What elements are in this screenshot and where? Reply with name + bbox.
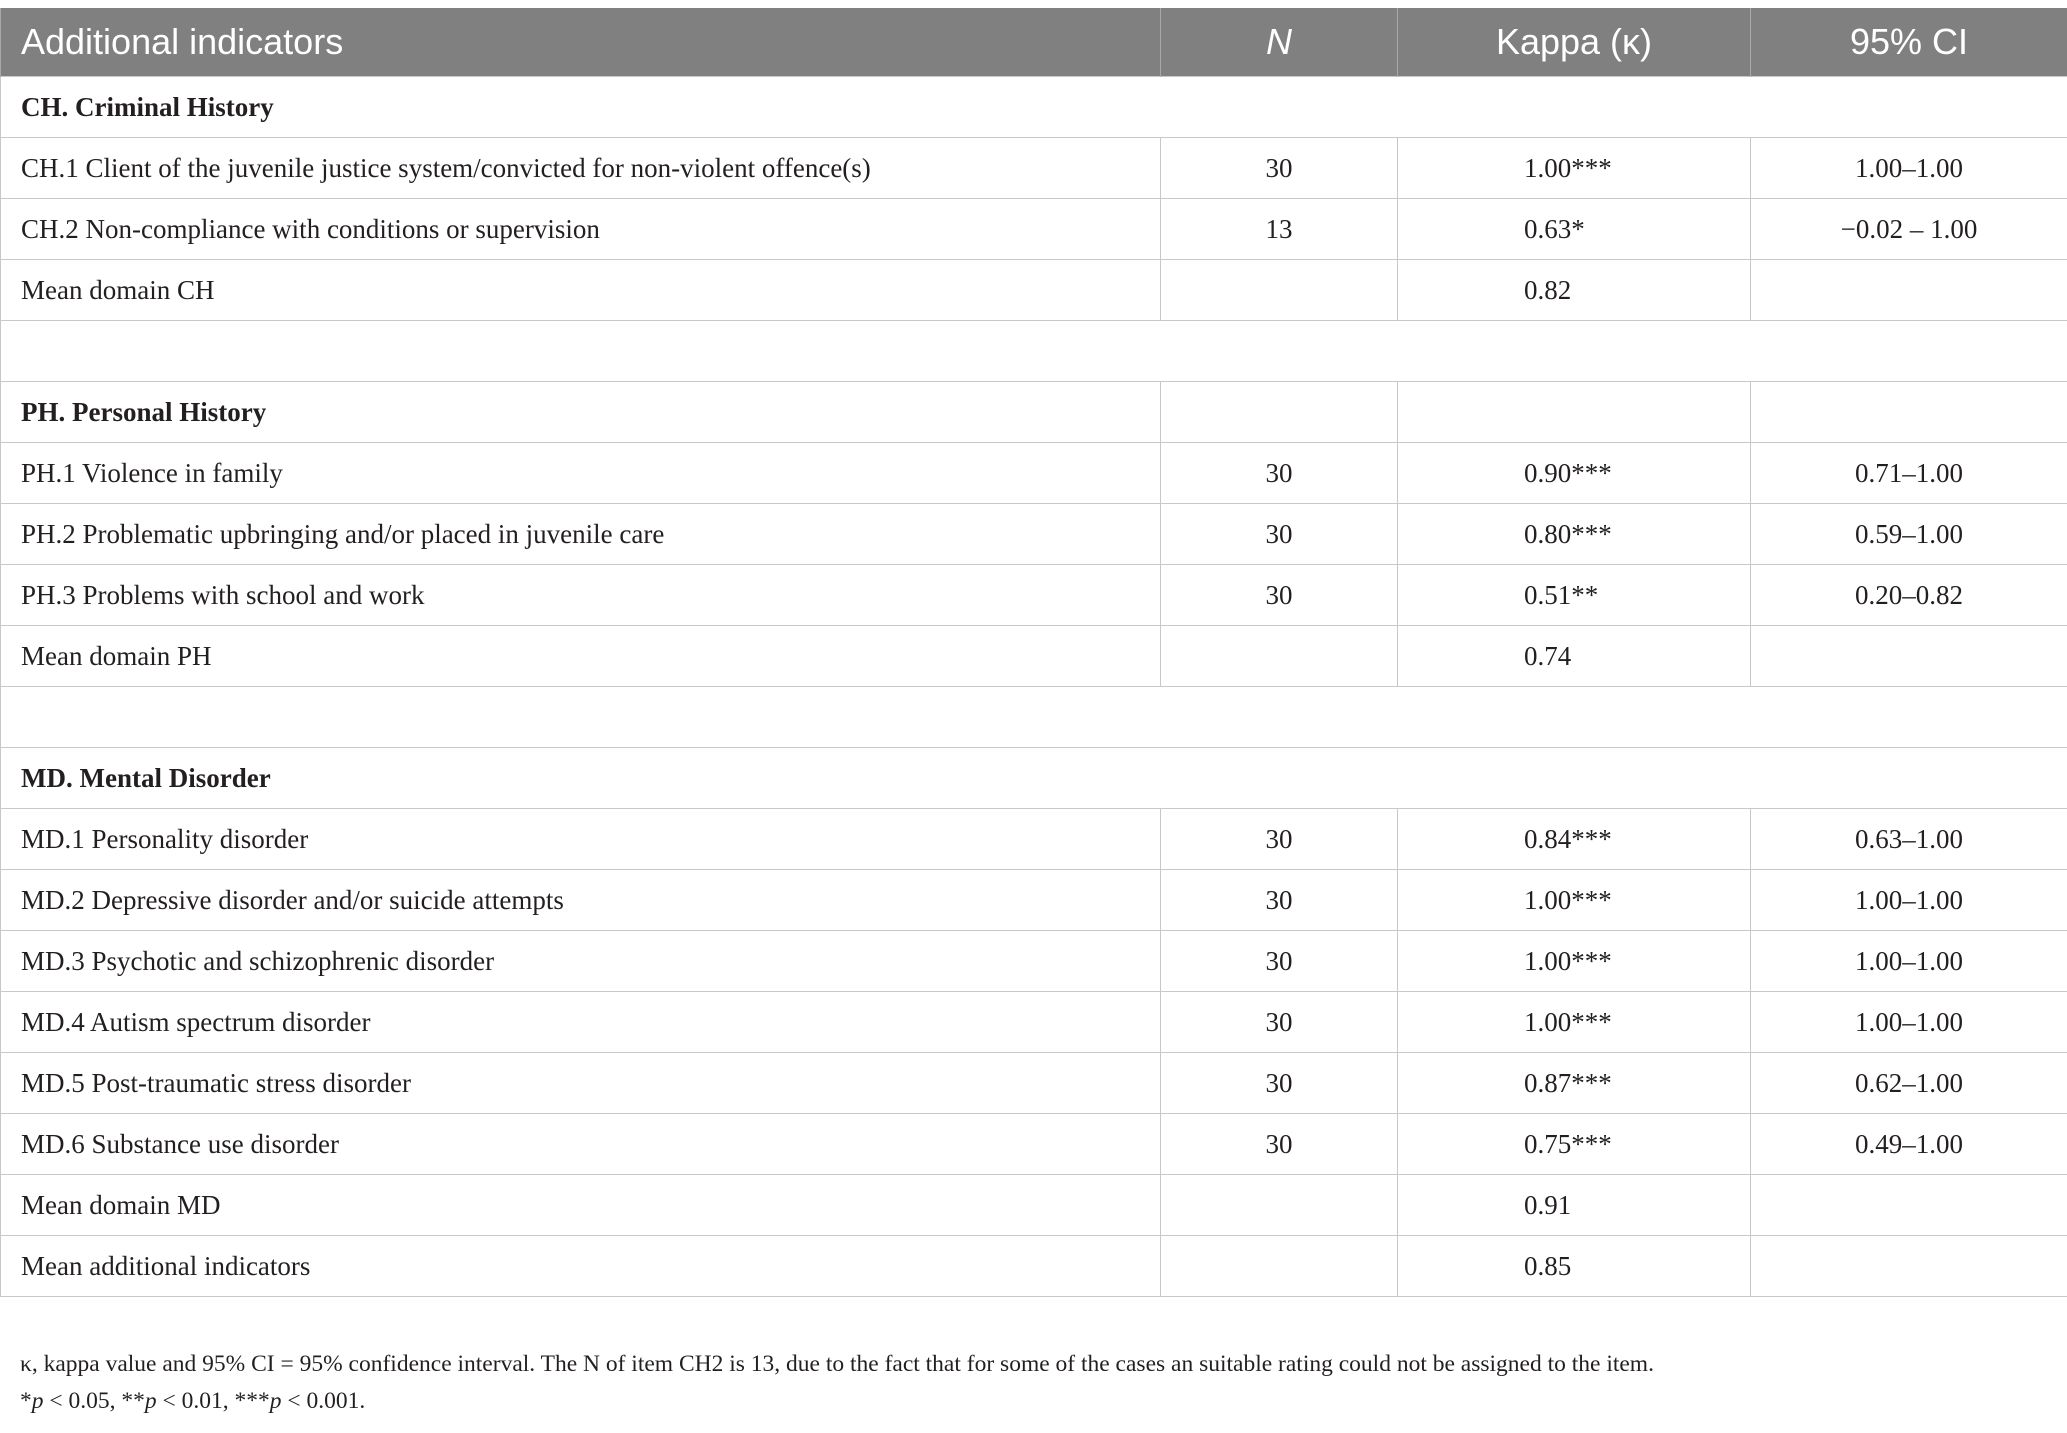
kappa-cell: 0.82 bbox=[1398, 260, 1751, 321]
footnote-p2-rest: < 0.01, bbox=[156, 1388, 235, 1414]
ci-cell bbox=[1751, 1236, 2067, 1297]
section-row bbox=[1, 77, 2067, 138]
indicator-label: PH.1 Violence in family bbox=[1, 443, 1161, 504]
kappa-cell bbox=[1398, 382, 1751, 443]
n-cell: 13 bbox=[1161, 199, 1398, 260]
ci-cell: −0.02 – 1.00 bbox=[1751, 199, 2067, 260]
footnote-line-1: κ, kappa value and 95% CI = 95% confidence interval. The N of item CH2 is 13, due to the fact that for some of the cases an suitable rating could not be assigned to the item. bbox=[20, 1351, 1654, 1377]
n-cell bbox=[1161, 382, 1398, 443]
table-row bbox=[1, 565, 2067, 626]
kappa-cell: 0.84*** bbox=[1398, 809, 1751, 870]
kappa-cell: 1.00*** bbox=[1398, 931, 1751, 992]
kappa-cell: 0.74 bbox=[1398, 626, 1751, 687]
footnote-p3-stars: *** bbox=[234, 1388, 270, 1414]
indicator-label: CH.1 Client of the juvenile justice system/convicted for non-violent offence(s) bbox=[1, 138, 1161, 199]
kappa-cell: 0.90*** bbox=[1398, 443, 1751, 504]
kappa-cell: 1.00*** bbox=[1398, 138, 1751, 199]
indicator-label: MD.2 Depressive disorder and/or suicide attempts bbox=[1, 870, 1161, 931]
footnote-p1-p: p bbox=[31, 1388, 44, 1414]
indicator-label: MD.5 Post-traumatic stress disorder bbox=[1, 1053, 1161, 1114]
footnote-p3-p: p bbox=[269, 1388, 282, 1414]
ci-cell: 0.59–1.00 bbox=[1751, 504, 2067, 565]
indicator-label: MD.1 Personality disorder bbox=[1, 809, 1161, 870]
n-cell: 30 bbox=[1161, 565, 1398, 626]
table-container bbox=[0, 8, 2067, 1297]
indicator-label: PH.2 Problematic upbringing and/or placed in juvenile care bbox=[1, 504, 1161, 565]
ci-cell: 1.00–1.00 bbox=[1751, 138, 2067, 199]
n-cell bbox=[1161, 1236, 1398, 1297]
indicator-label: MD.6 Substance use disorder bbox=[1, 1114, 1161, 1175]
indicator-label: MD.3 Psychotic and schizophrenic disorder bbox=[1, 931, 1161, 992]
ci-cell: 0.71–1.00 bbox=[1751, 443, 2067, 504]
kappa-cell: 0.87*** bbox=[1398, 1053, 1751, 1114]
spacer-cell bbox=[1, 687, 2067, 748]
ci-cell: 0.20–0.82 bbox=[1751, 565, 2067, 626]
n-cell: 30 bbox=[1161, 931, 1398, 992]
section-row bbox=[1, 382, 2067, 443]
n-cell: 30 bbox=[1161, 443, 1398, 504]
kappa-cell: 1.00*** bbox=[1398, 992, 1751, 1053]
table-row bbox=[1, 931, 2067, 992]
n-cell: 30 bbox=[1161, 870, 1398, 931]
spacer-row bbox=[1, 321, 2067, 382]
footnote-p3-rest: < 0.001. bbox=[281, 1388, 366, 1414]
footnote-p2-p: p bbox=[144, 1388, 157, 1414]
section-heading: MD. Mental Disorder bbox=[1, 748, 2067, 809]
indicator-label: PH.3 Problems with school and work bbox=[1, 565, 1161, 626]
n-cell bbox=[1161, 1175, 1398, 1236]
table-row bbox=[1, 138, 2067, 199]
header-n: N bbox=[1161, 8, 1398, 77]
ci-cell: 1.00–1.00 bbox=[1751, 992, 2067, 1053]
indicator-label: CH.2 Non-compliance with conditions or supervision bbox=[1, 199, 1161, 260]
spacer-cell bbox=[1, 321, 2067, 382]
n-cell: 30 bbox=[1161, 992, 1398, 1053]
kappa-cell: 1.00*** bbox=[1398, 870, 1751, 931]
kappa-cell: 0.63* bbox=[1398, 199, 1751, 260]
mean-row bbox=[1, 1236, 2067, 1297]
ci-cell bbox=[1751, 382, 2067, 443]
header-kappa: Kappa (κ) bbox=[1398, 8, 1751, 77]
footnote-p2-stars: ** bbox=[121, 1388, 145, 1414]
table-row bbox=[1, 199, 2067, 260]
ci-cell: 0.63–1.00 bbox=[1751, 809, 2067, 870]
header-ci: 95% CI bbox=[1751, 8, 2067, 77]
section-heading: PH. Personal History bbox=[1, 382, 1161, 443]
footnote-p1-stars: * bbox=[20, 1388, 32, 1414]
table-body bbox=[1, 77, 2067, 1297]
ci-cell bbox=[1751, 626, 2067, 687]
ci-cell: 0.62–1.00 bbox=[1751, 1053, 2067, 1114]
ci-cell: 1.00–1.00 bbox=[1751, 931, 2067, 992]
n-cell: 30 bbox=[1161, 1053, 1398, 1114]
indicator-label: Mean domain PH bbox=[1, 626, 1161, 687]
n-cell: 30 bbox=[1161, 138, 1398, 199]
indicator-label: Mean domain MD bbox=[1, 1175, 1161, 1236]
footnote-line-2 bbox=[20, 1383, 2050, 1420]
mean-row bbox=[1, 1175, 2067, 1236]
table-row bbox=[1, 1053, 2067, 1114]
footnote-p1-rest: < 0.05, bbox=[43, 1388, 122, 1414]
indicator-label: Mean additional indicators bbox=[1, 1236, 1161, 1297]
kappa-cell: 0.51** bbox=[1398, 565, 1751, 626]
kappa-cell: 0.75*** bbox=[1398, 1114, 1751, 1175]
n-cell: 30 bbox=[1161, 504, 1398, 565]
ci-cell: 1.00–1.00 bbox=[1751, 870, 2067, 931]
n-cell: 30 bbox=[1161, 809, 1398, 870]
indicator-label: MD.4 Autism spectrum disorder bbox=[1, 992, 1161, 1053]
section-heading: CH. Criminal History bbox=[1, 77, 2067, 138]
indicator-label: Mean domain CH bbox=[1, 260, 1161, 321]
section-row bbox=[1, 748, 2067, 809]
n-cell: 30 bbox=[1161, 1114, 1398, 1175]
header-additional-indicators: Additional indicators bbox=[1, 8, 1161, 77]
table-footnote bbox=[20, 1346, 2050, 1420]
n-cell bbox=[1161, 260, 1398, 321]
table-row bbox=[1, 870, 2067, 931]
mean-row bbox=[1, 260, 2067, 321]
n-cell bbox=[1161, 626, 1398, 687]
table-row bbox=[1, 992, 2067, 1053]
table-row bbox=[1, 443, 2067, 504]
ci-cell: 0.49–1.00 bbox=[1751, 1114, 2067, 1175]
mean-row bbox=[1, 626, 2067, 687]
spacer-row bbox=[1, 687, 2067, 748]
ci-cell bbox=[1751, 1175, 2067, 1236]
kappa-cell: 0.85 bbox=[1398, 1236, 1751, 1297]
ci-cell bbox=[1751, 260, 2067, 321]
header-row bbox=[1, 8, 2067, 77]
table-row bbox=[1, 1114, 2067, 1175]
table-row bbox=[1, 504, 2067, 565]
table-row bbox=[1, 809, 2067, 870]
kappa-cell: 0.91 bbox=[1398, 1175, 1751, 1236]
indicators-table bbox=[0, 8, 2067, 1297]
kappa-cell: 0.80*** bbox=[1398, 504, 1751, 565]
